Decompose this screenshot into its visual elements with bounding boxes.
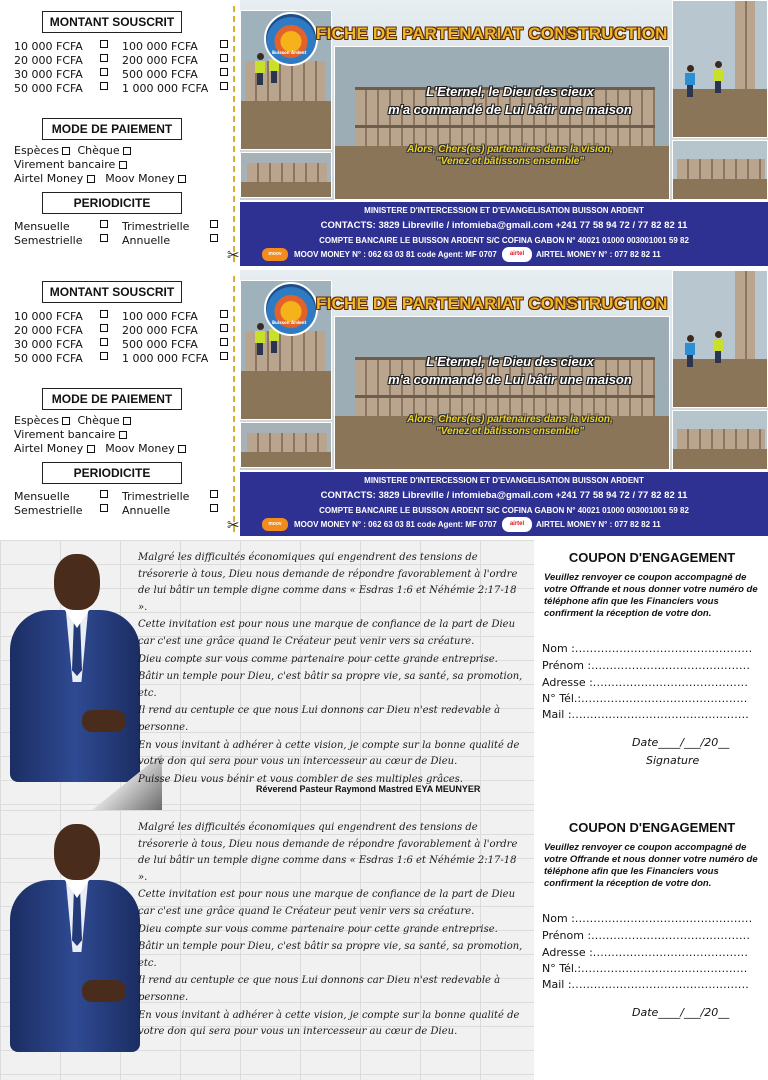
amount-checkbox[interactable]: [220, 352, 228, 360]
cut-line: [233, 276, 235, 532]
payment-label-airtel: Airtel Money: [14, 172, 84, 185]
pastor-portrait: [6, 824, 142, 1064]
coupon-date[interactable]: Date____/___/20__: [632, 1006, 730, 1019]
coupon-field-telephone[interactable]: [542, 692, 764, 706]
amount-label: 200 000 FCFA: [122, 324, 198, 337]
payment-row: [14, 428, 127, 442]
period-label: Semestrielle: [14, 234, 83, 247]
pastor-letter: [0, 540, 768, 810]
ministry-logo: [264, 12, 318, 66]
period-label: Semestrielle: [14, 504, 83, 517]
amount-checkbox[interactable]: [220, 338, 228, 346]
bank-account-line: COMPTE BANCAIRE LE BUISSON ARDENT S/C COFINA GABON N° 40021 01000 003001001 59 82: [319, 236, 689, 245]
pastor-signature: Réverend Pasteur Raymond Mastred EYA MEUNYER: [256, 784, 481, 794]
coupon-date[interactable]: Date____/___/20__: [632, 736, 730, 749]
period-checkbox[interactable]: [210, 220, 218, 228]
field-dots: ..........................................: [592, 676, 749, 689]
field-label: Prénom :: [542, 929, 592, 942]
contact-info-bar: [240, 202, 768, 266]
scissors-icon: ✂: [227, 246, 240, 264]
coupon-instructions: Veuillez renvoyer ce coupon accompagné de votre Offrande et nous donner votre numéro de téléphone afin que les Financiers vous confirment la réception de votre don.: [544, 572, 758, 619]
amount-label: 50 000 FCFA: [14, 82, 83, 95]
cheque-checkbox[interactable]: [123, 417, 131, 425]
coupon-field-prenom[interactable]: [542, 929, 764, 943]
especes-checkbox[interactable]: [62, 417, 70, 425]
payment-label-cheque: Chèque: [77, 144, 120, 157]
moov-checkbox[interactable]: [178, 445, 186, 453]
letter-body: [138, 550, 528, 789]
logo-caption: Buisson Ardent: [272, 320, 307, 325]
partnership-slip: [0, 0, 768, 270]
banner-verse-line: L'Eternel, le Dieu des cieux: [426, 354, 594, 369]
pastor-letter: [0, 810, 768, 1080]
airtel-checkbox[interactable]: [87, 175, 95, 183]
construction-banner: [240, 270, 768, 470]
coupon-field-mail[interactable]: [542, 978, 764, 992]
banner-call-line: "Venez et bâtissons ensemble": [435, 156, 585, 167]
amount-label: 20 000 FCFA: [14, 324, 83, 337]
field-label: N° Tél.:: [542, 692, 582, 705]
amount-label: 1 000 000 FCFA: [122, 82, 209, 95]
amount-checkbox[interactable]: [100, 40, 108, 48]
coupon-title: COUPON D'ENGAGEMENT: [568, 820, 736, 835]
letter-paragraph: En vous invitant à adhérer à cette vision, je compte sur la bonne qualité de votre don qui sera pour vous un intercesseur au cœur de Dieu.: [138, 1009, 520, 1038]
letter-paragraph: Dieu compte sur vous comme partenaire pour cette grande entreprise.: [138, 653, 498, 665]
amount-label: 100 000 FCFA: [122, 310, 198, 323]
subscription-form: [0, 270, 232, 540]
field-dots: ..........................................: [592, 946, 749, 959]
field-dots: ................................................: [571, 708, 749, 721]
amount-checkbox[interactable]: [100, 68, 108, 76]
virement-checkbox[interactable]: [119, 431, 127, 439]
payment-label-moov: Moov Money: [105, 172, 175, 185]
letter-paragraph: Bâtir un temple pour Dieu, c'est bâtir sa propre vie, sa santé, sa promotion, etc.: [138, 941, 523, 969]
airtel-money-number: AIRTEL MONEY N° : 077 82 82 11: [536, 250, 661, 259]
partnership-slip: [0, 270, 768, 540]
letter-paragraph: Il rend au centuple ce que nous Lui donnons car Dieu n'est redevable à personne.: [138, 975, 501, 1003]
moov-logo: moov: [262, 248, 288, 261]
coupon-field-adresse[interactable]: [542, 676, 764, 690]
payment-row: [14, 144, 131, 158]
construction-photo: [672, 410, 768, 470]
mode-paiement-heading: MODE DE PAIEMENT: [42, 388, 182, 410]
banner-call-line: "Venez et bâtissons ensemble": [435, 426, 585, 437]
coupon-field-mail[interactable]: [542, 708, 764, 722]
construction-banner: [240, 0, 768, 200]
amount-label: 100 000 FCFA: [122, 40, 198, 53]
field-label: Nom :: [542, 912, 575, 925]
period-checkbox[interactable]: [100, 504, 108, 512]
banner-verse-line: m'a commandé de Lui bâtir une maison: [388, 102, 632, 117]
letter-paragraph: Malgré les difficultés économiques qui engendrent des tensions de trésorerie à tous, Dieu nous demande de répondre favorablement à l'ordre de lui bâtir un temple digne comme dans « Esdras 1:6 et Néhémie 2:17-18 ».: [138, 552, 518, 613]
amount-label: 20 000 FCFA: [14, 54, 83, 67]
construction-photo: [240, 152, 332, 198]
payment-row: [14, 158, 127, 172]
banner-verse-line: m'a commandé de Lui bâtir une maison: [388, 372, 632, 387]
banner-call-line: Alors, Chers(es) partenaires dans la vision,: [407, 414, 613, 425]
contact-info-bar: [240, 472, 768, 536]
construction-photo: [672, 140, 768, 200]
coupon-field-telephone[interactable]: [542, 962, 764, 976]
ministry-name: MINISTERE D'INTERCESSION ET D'EVANGELISATION BUISSON ARDENT: [364, 476, 644, 485]
amount-label: 200 000 FCFA: [122, 54, 198, 67]
amount-label: 10 000 FCFA: [14, 310, 83, 323]
amount-checkbox[interactable]: [220, 54, 228, 62]
coupon-field-nom[interactable]: [542, 642, 764, 656]
airtel-money-number: AIRTEL MONEY N° : 077 82 82 11: [536, 520, 661, 529]
letter-body: [138, 820, 528, 1042]
payment-row: [14, 442, 186, 456]
engagement-coupon: [536, 540, 768, 810]
period-checkbox[interactable]: [100, 220, 108, 228]
payment-label-especes: Espèces: [14, 144, 59, 157]
coupon-signature: Signature: [646, 754, 700, 767]
amount-checkbox[interactable]: [100, 352, 108, 360]
moov-money-number: MOOV MONEY N° : 062 63 03 81 code Agent: MF 0707: [294, 520, 497, 529]
amount-label: 30 000 FCFA: [14, 68, 83, 81]
period-checkbox[interactable]: [210, 490, 218, 498]
payment-label-especes: Espèces: [14, 414, 59, 427]
cheque-checkbox[interactable]: [123, 147, 131, 155]
payment-label-moov: Moov Money: [105, 442, 175, 455]
amount-label: 10 000 FCFA: [14, 40, 83, 53]
scissors-icon: ✂: [227, 516, 240, 534]
payment-label-airtel: Airtel Money: [14, 442, 84, 455]
period-label: Mensuelle: [14, 220, 70, 233]
amount-label: 500 000 FCFA: [122, 338, 198, 351]
contacts-line: CONTACTS: 3829 Libreville / infomieba@gmail.com +241 77 58 94 72 / 77 82 82 11: [320, 490, 688, 501]
coupon-instructions: Veuillez renvoyer ce coupon accompagné de votre Offrande et nous donner votre numéro de téléphone afin que les Financiers vous confirment la réception de votre don.: [544, 842, 758, 889]
payment-label-virement: Virement bancaire: [14, 428, 116, 441]
field-dots: ................................................: [574, 642, 753, 655]
field-label: Mail :: [542, 708, 572, 721]
cut-line: [233, 6, 235, 262]
banner-title: FICHE DE PARTENARIAT CONSTRUCTION: [316, 294, 668, 313]
payment-row: [14, 414, 131, 428]
logo-caption: Buisson Ardent: [272, 50, 307, 55]
amount-checkbox[interactable]: [220, 40, 228, 48]
coupon-field-prenom[interactable]: [542, 659, 764, 673]
field-dots: ...........................................: [591, 659, 751, 672]
letter-paragraph: Malgré les difficultés économiques qui engendrent des tensions de trésorerie à tous, Dieu nous demande de répondre favorablement à l'ordre de lui bâtir un temple digne comme dans « Esdras 1:6 et Néhémie 2:17-18 ».: [138, 822, 518, 883]
montant-souscrit-heading: MONTANT SOUSCRIT: [42, 281, 182, 303]
period-checkbox[interactable]: [100, 234, 108, 242]
construction-photo: [240, 422, 332, 468]
letter-paragraph: Dieu compte sur vous comme partenaire pour cette grande entreprise.: [138, 923, 498, 935]
field-label: Nom :: [542, 642, 575, 655]
coupon-field-adresse[interactable]: [542, 946, 764, 960]
banner-title: FICHE DE PARTENARIAT CONSTRUCTION: [316, 24, 668, 43]
subscription-form: [0, 0, 232, 270]
coupon-field-nom[interactable]: [542, 912, 764, 926]
bank-account-line: COMPTE BANCAIRE LE BUISSON ARDENT S/C COFINA GABON N° 40021 01000 003001001 59 82: [319, 506, 689, 515]
field-label: Prénom :: [542, 659, 592, 672]
amount-checkbox[interactable]: [100, 338, 108, 346]
construction-photo: [672, 270, 768, 408]
period-label: Trimestrielle: [122, 220, 190, 233]
field-label: Adresse :: [542, 946, 593, 959]
banner-call-line: Alors, Chers(es) partenaires dans la vision,: [407, 144, 613, 155]
amount-label: 1 000 000 FCFA: [122, 352, 209, 365]
amount-checkbox[interactable]: [100, 324, 108, 332]
virement-checkbox[interactable]: [119, 161, 127, 169]
amount-checkbox[interactable]: [100, 54, 108, 62]
especes-checkbox[interactable]: [62, 147, 70, 155]
period-label: Mensuelle: [14, 490, 70, 503]
engagement-coupon: [536, 810, 768, 1080]
period-checkbox[interactable]: [210, 504, 218, 512]
field-label: Mail :: [542, 978, 572, 991]
amount-checkbox[interactable]: [100, 310, 108, 318]
mode-paiement-heading: MODE DE PAIEMENT: [42, 118, 182, 140]
periodicite-heading: PERIODICITE: [42, 192, 182, 214]
letter-paragraph: Cette invitation est pour nous une marque de confiance de la part de Dieu car c'est une grâce quand le Créateur peut venir vers sa créature.: [138, 889, 516, 917]
coupon-title: COUPON D'ENGAGEMENT: [568, 550, 736, 565]
pastor-portrait: [6, 554, 142, 794]
amount-label: 30 000 FCFA: [14, 338, 83, 351]
moov-money-number: MOOV MONEY N° : 062 63 03 81 code Agent: MF 0707: [294, 250, 497, 259]
moov-checkbox[interactable]: [178, 175, 186, 183]
montant-souscrit-heading: MONTANT SOUSCRIT: [42, 11, 182, 33]
field-dots: .............................................: [581, 692, 748, 705]
amount-label: 50 000 FCFA: [14, 352, 83, 365]
period-label: Annuelle: [122, 234, 171, 247]
period-checkbox[interactable]: [210, 234, 218, 242]
amount-checkbox[interactable]: [220, 82, 228, 90]
contacts-line: CONTACTS: 3829 Libreville / infomieba@gmail.com +241 77 58 94 72 / 77 82 82 11: [320, 220, 688, 231]
letter-paragraph: Il rend au centuple ce que nous Lui donnons car Dieu n'est redevable à personne.: [138, 705, 501, 733]
airtel-logo: airtel: [502, 247, 532, 262]
construction-photo-main: [334, 46, 670, 200]
field-dots: .............................................: [581, 962, 748, 975]
amount-checkbox[interactable]: [220, 324, 228, 332]
amount-checkbox[interactable]: [220, 68, 228, 76]
amount-label: 500 000 FCFA: [122, 68, 198, 81]
periodicite-heading: PERIODICITE: [42, 462, 182, 484]
airtel-logo: airtel: [502, 517, 532, 532]
letter-paragraph: Bâtir un temple pour Dieu, c'est bâtir sa propre vie, sa santé, sa promotion, etc.: [138, 671, 523, 699]
letter-paragraph: En vous invitant à adhérer à cette vision, je compte sur la bonne qualité de votre don qui sera pour vous un intercesseur au cœur de Dieu.: [138, 739, 520, 768]
construction-photo: [672, 0, 768, 138]
payment-label-virement: Virement bancaire: [14, 158, 116, 171]
payment-row: [14, 172, 186, 186]
banner-verse-line: L'Eternel, le Dieu des cieux: [426, 84, 594, 99]
construction-photo-main: [334, 316, 670, 470]
field-dots: ................................................: [571, 978, 749, 991]
field-dots: ................................................: [574, 912, 753, 925]
ministry-logo: [264, 282, 318, 336]
field-label: Adresse :: [542, 676, 593, 689]
amount-checkbox[interactable]: [100, 82, 108, 90]
payment-label-cheque: Chèque: [77, 414, 120, 427]
letter-paragraph: Cette invitation est pour nous une marque de confiance de la part de Dieu car c'est une grâce quand le Créateur peut venir vers sa créature.: [138, 619, 516, 647]
amount-checkbox[interactable]: [220, 310, 228, 318]
moov-logo: moov: [262, 518, 288, 531]
letter-paragraph: Puisse Dieu vous bénir et vous combler de ses multiples grâces.: [138, 773, 463, 785]
airtel-checkbox[interactable]: [87, 445, 95, 453]
period-label: Trimestrielle: [122, 490, 190, 503]
period-checkbox[interactable]: [100, 490, 108, 498]
field-dots: ...........................................: [591, 929, 751, 942]
period-label: Annuelle: [122, 504, 171, 517]
field-label: N° Tél.:: [542, 962, 582, 975]
ministry-name: MINISTERE D'INTERCESSION ET D'EVANGELISATION BUISSON ARDENT: [364, 206, 644, 215]
